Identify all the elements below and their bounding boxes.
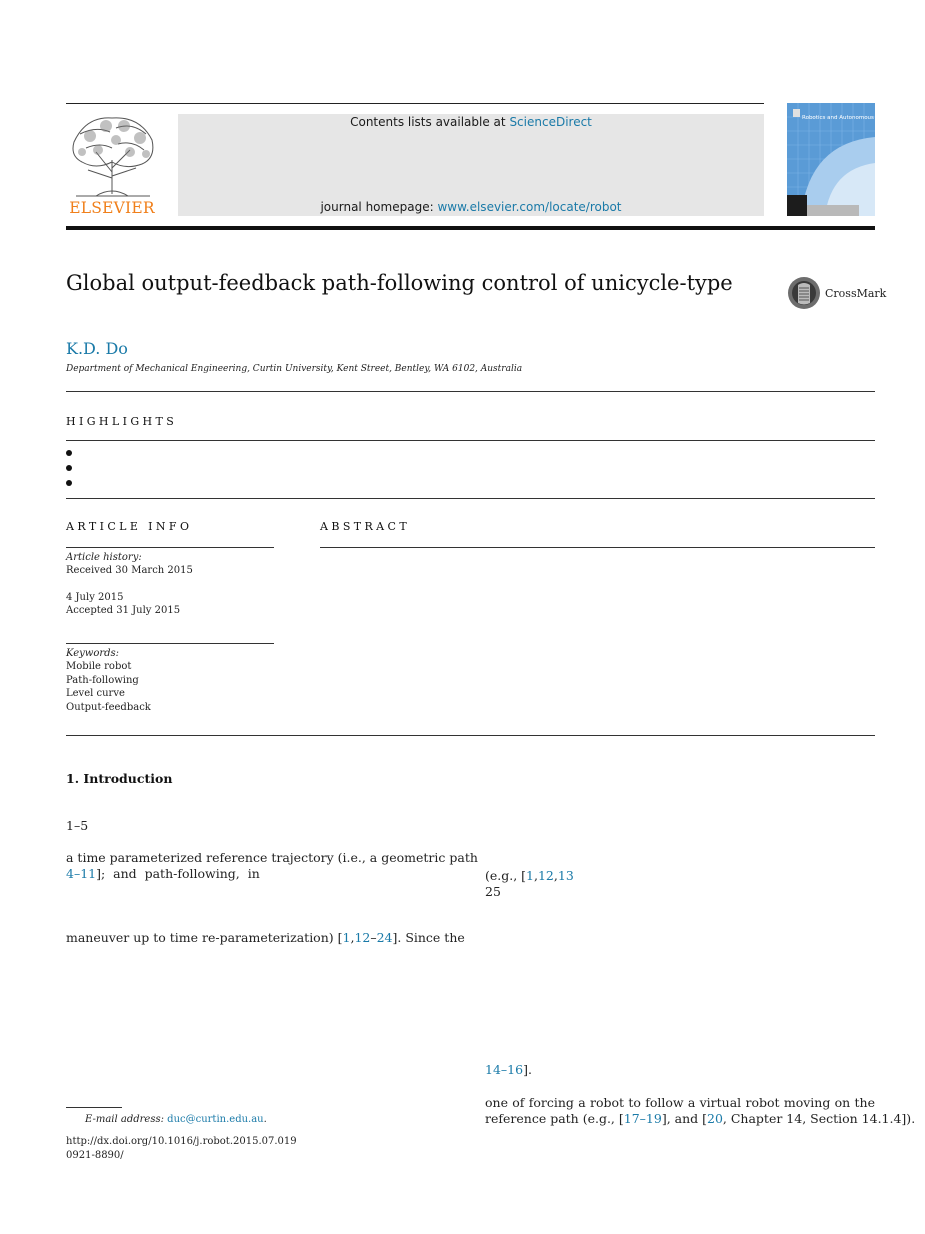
intro-text: , <box>534 868 538 883</box>
journal-homepage-link[interactable]: www.elsevier.com/locate/robot <box>437 200 622 214</box>
intro-text: ]; and path-following, in <box>96 866 260 881</box>
crossmark-label: CrossMark <box>825 286 887 300</box>
intro-text-line <box>66 866 260 881</box>
reference-link[interactable]: 4–11 <box>66 866 97 881</box>
footnote-rule <box>66 1107 122 1108</box>
revised-date: 4 July 2015 <box>66 592 124 603</box>
introduction-heading: 1. Introduction <box>66 771 173 786</box>
intro-text: , <box>553 868 558 883</box>
reference-link[interactable]: 1 <box>342 930 351 945</box>
reference-link[interactable]: 17–19 <box>623 1111 662 1126</box>
divider-keywords <box>66 643 274 644</box>
email-link[interactable]: duc@curtin.edu.au <box>167 1114 264 1125</box>
divider-article-info <box>66 547 274 548</box>
reference-link[interactable]: 20 <box>707 1111 723 1126</box>
intro-text-line <box>485 868 574 883</box>
divider-highlights-top <box>66 440 875 441</box>
article-info-heading: ARTICLE INFO <box>66 520 193 533</box>
intro-text-line <box>485 1111 915 1126</box>
header-top-rule <box>66 103 764 104</box>
highlight-bullet <box>66 450 72 456</box>
intro-text: ]. Since the <box>392 930 465 945</box>
homepage-label: journal homepage: <box>320 200 438 214</box>
divider-abstract <box>320 547 875 548</box>
intro-text-line: a time parameterized reference trajectory (i.e., a geometric path <box>66 850 478 865</box>
highlight-bullet <box>66 465 72 471</box>
tree-icon <box>66 112 158 216</box>
divider-highlights-bottom <box>66 498 875 499</box>
intro-text: ]. <box>523 1062 532 1077</box>
footnote-email <box>85 1114 267 1125</box>
highlights-heading: HIGHLIGHTS <box>66 415 178 428</box>
reference-link[interactable]: 24 <box>376 930 393 945</box>
intro-text: maneuver up to time re-parameterization) [ <box>66 930 343 945</box>
accepted-date: Accepted 31 July 2015 <box>66 605 181 617</box>
abstract-heading: ABSTRACT <box>320 520 411 533</box>
article-title: Global output-feedback path-following control of unicycle-type <box>66 271 733 295</box>
keyword-item: Mobile robot <box>66 661 132 673</box>
journal-cover-image <box>787 103 900 216</box>
reference-link[interactable]: 1–5 <box>66 818 89 833</box>
contents-line <box>178 115 764 129</box>
keywords-label: Keywords: <box>66 648 120 659</box>
intro-text: (e.g., [ <box>485 868 527 883</box>
email-period: . <box>263 1114 267 1125</box>
reference-link[interactable]: 12 <box>537 868 554 883</box>
reference-link[interactable]: 25 <box>485 884 501 899</box>
crossmark-icon <box>787 276 821 310</box>
intro-text: , Chapter 14, Section 14.1.4]). <box>722 1111 916 1126</box>
intro-text-line <box>485 1062 532 1077</box>
issn-line: 0921-8890/ <box>66 1150 124 1161</box>
article-history-dates <box>66 591 180 618</box>
keyword-item: Level curve <box>66 688 125 700</box>
intro-text: – <box>370 930 377 945</box>
intro-text: ], and [ <box>661 1111 707 1126</box>
doi-link[interactable]: http://dx.doi.org/10.1016/j.robot.2015.07.019 <box>66 1136 297 1147</box>
keywords-block <box>66 647 151 714</box>
highlight-bullet <box>66 480 72 486</box>
author-name[interactable]: K.D. Do <box>66 339 128 358</box>
publisher-name: ELSEVIER <box>69 199 155 217</box>
divider-front-matter <box>66 735 875 736</box>
reference-link[interactable]: 14–16 <box>485 1062 524 1077</box>
elsevier-logo <box>66 112 158 216</box>
contents-label: Contents lists available at <box>350 115 510 129</box>
email-label: E-mail address: <box>85 1114 168 1125</box>
intro-text: reference path (e.g., [ <box>485 1111 624 1126</box>
intro-text-line: one of forcing a robot to follow a virtual robot moving on the <box>485 1095 875 1110</box>
crossmark-badge[interactable] <box>787 276 886 310</box>
intro-text-line <box>66 930 465 945</box>
journal-homepage-line <box>178 200 764 214</box>
header-thick-rule <box>66 226 875 230</box>
received-date: Received 30 March 2015 <box>66 565 193 577</box>
reference-link[interactable]: 13 <box>557 868 574 883</box>
sciencedirect-link[interactable]: ScienceDirect <box>509 115 592 129</box>
divider-affiliation <box>66 391 875 392</box>
keyword-item: Path-following <box>66 674 139 686</box>
article-history <box>66 551 193 578</box>
cover-title: Robotics and Autonomous Systems <box>802 115 900 121</box>
reference-link[interactable]: 12 <box>354 930 371 945</box>
intro-text: , <box>350 930 355 945</box>
author-affiliation: Department of Mechanical Engineering, Curtin University, Kent Street, Bentley, WA 6102, Australia <box>66 364 523 374</box>
keyword-item: Output-feedback <box>66 701 151 713</box>
reference-link[interactable]: 1 <box>526 868 534 883</box>
history-label: Article history: <box>66 552 142 563</box>
